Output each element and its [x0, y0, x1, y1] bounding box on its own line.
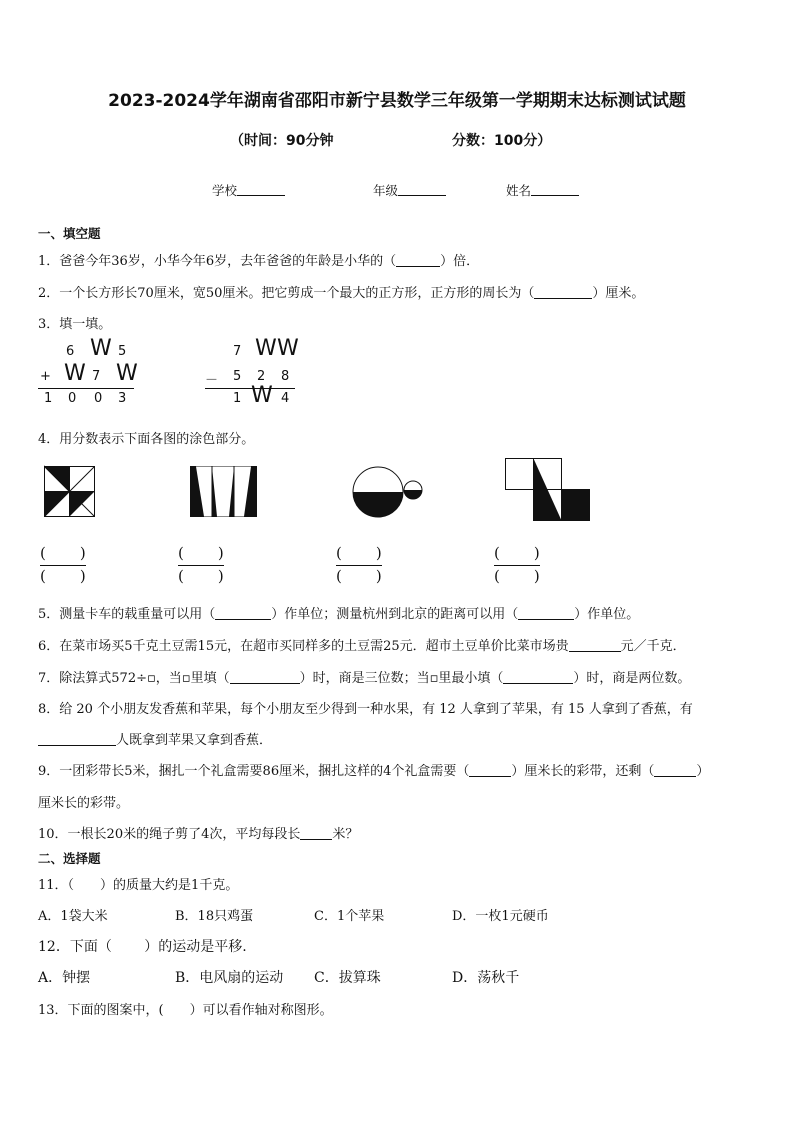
answer-blank[interactable]	[215, 607, 271, 620]
question-11: 11．（ ）的质量大约是1千克。	[38, 878, 239, 893]
exam-score: 分数：100分）	[452, 133, 552, 149]
school-label: 学校	[212, 183, 238, 198]
digit: 0	[68, 391, 77, 406]
q11-option-d[interactable]: D．一枚1元硬币	[452, 909, 549, 924]
shaded-figure-1	[44, 466, 96, 518]
question-4: 4．用分数表示下面各图的涂色部分。	[38, 432, 255, 447]
digit: 7	[92, 369, 101, 384]
unknown-digit: W	[255, 336, 277, 361]
digit: 4	[281, 391, 290, 406]
digit: 2	[257, 369, 266, 384]
digit: 0	[94, 391, 103, 406]
answer-blank[interactable]	[396, 254, 440, 267]
section-heading-choice: 二、选择题	[38, 851, 101, 866]
question-7: 7．除法算式572÷▫，当▫里填（ ）时，商是三位数；当▫里最小填（ ）时，商是两位数。	[38, 671, 691, 686]
fraction-answer-3[interactable]: ( ) ( )	[336, 544, 382, 585]
unknown-digit: W	[116, 361, 138, 386]
q11-option-b[interactable]: B．18只鸡蛋	[175, 909, 254, 924]
question-8: 8．给 20 个小朋友发香蕉和苹果，每个小朋友至少得到一种水果，有 12 人拿到了苹果，有 15 人拿到了香蕉，有	[38, 702, 693, 717]
name-label: 姓名	[506, 183, 532, 198]
answer-blank[interactable]	[569, 639, 621, 652]
q12-option-b[interactable]: B．电风扇的运动	[175, 970, 284, 986]
plus-sign: +	[40, 369, 51, 384]
grade-label: 年级	[373, 183, 399, 198]
question-1: 1．爸爸今年36岁，小华今年6岁，去年爸爸的年龄是小华的（ ）倍．	[38, 254, 480, 269]
q12-option-a[interactable]: A．钟摆	[38, 970, 91, 986]
name-field[interactable]	[506, 181, 579, 199]
question-6: 6．在菜市场买5千克土豆需15元，在超市买同样多的土豆需25元．超市土豆单价比菜市场贵 元／千克．	[38, 639, 686, 654]
q12-option-c[interactable]: C．拔算珠	[314, 970, 381, 986]
answer-blank[interactable]	[654, 764, 696, 777]
subtraction-problem	[205, 336, 305, 410]
digit: 5	[233, 369, 242, 384]
answer-blank[interactable]	[230, 671, 300, 684]
answer-blank[interactable]	[503, 671, 573, 684]
question-12: 12．下面（ ）的运动是平移.	[38, 939, 247, 955]
question-3: 3．填一填。	[38, 317, 112, 332]
section-heading-fill: 一、填空题	[38, 226, 101, 241]
shaded-figure-3	[352, 466, 428, 518]
unknown-digit: W	[277, 336, 299, 361]
answer-blank[interactable]	[300, 827, 332, 840]
fraction-answer-1[interactable]: ( ) ( )	[40, 544, 86, 585]
digit: 3	[118, 391, 127, 406]
grade-blank[interactable]	[398, 183, 446, 196]
question-13: 13．下面的图案中，( ）可以看作轴对称图形。	[38, 1003, 333, 1018]
question-10: 10．一根长20米的绳子剪了4次，平均每段长 米？	[38, 827, 359, 842]
q11-option-a[interactable]: A．1袋大米	[38, 909, 108, 924]
digit: 1	[233, 391, 242, 406]
unknown-digit: W	[251, 383, 273, 408]
q12-option-d[interactable]: D．荡秋千	[452, 970, 520, 986]
school-field[interactable]	[212, 181, 285, 199]
difference-line	[205, 388, 295, 389]
question-9-line-2: 厘米长的彩带。	[38, 796, 130, 811]
grade-field[interactable]	[373, 181, 446, 199]
minus-sign: －	[205, 373, 219, 388]
school-blank[interactable]	[237, 183, 285, 196]
shaded-figure-2	[190, 466, 258, 518]
digit: 8	[281, 369, 290, 384]
digit: 7	[233, 344, 242, 359]
answer-blank[interactable]	[38, 733, 116, 746]
unknown-digit: W	[90, 336, 112, 361]
page-title: 2023-2024学年湖南省邵阳市新宁县数学三年级第一学期期末达标测试试题	[108, 91, 686, 111]
unknown-digit: W	[64, 361, 86, 386]
question-8-line-2: 人既拿到苹果又拿到香蕉．	[38, 729, 272, 748]
answer-blank[interactable]	[518, 607, 574, 620]
digit: 5	[118, 344, 127, 359]
digit: 6	[66, 344, 75, 359]
exam-time: （时间：90分钟	[230, 133, 334, 149]
addition-problem	[38, 336, 138, 410]
question-2: 2．一个长方形长70厘米，宽50厘米。把它剪成一个最大的正方形，正方形的周长为（ ）厘米。	[38, 286, 645, 301]
q11-option-c[interactable]: C．1个苹果	[314, 909, 385, 924]
digit: 1	[44, 391, 53, 406]
name-blank[interactable]	[531, 183, 579, 196]
shaded-figure-4	[505, 458, 591, 522]
answer-blank[interactable]	[534, 286, 592, 299]
question-5: 5．测量卡车的载重量可以用（ ）作单位；测量杭州到北京的距离可以用（ ）作单位。	[38, 607, 640, 622]
question-9: 9．一团彩带长5米，捆扎一个礼盒需要86厘米，捆扎这样的4个礼盒需要（ ）厘米长的彩带，还剩（ ）	[38, 764, 710, 779]
fraction-answer-4[interactable]: ( ) ( )	[494, 544, 540, 585]
answer-blank[interactable]	[469, 764, 511, 777]
sum-line	[38, 388, 134, 389]
fraction-answer-2[interactable]: ( ) ( )	[178, 544, 224, 585]
